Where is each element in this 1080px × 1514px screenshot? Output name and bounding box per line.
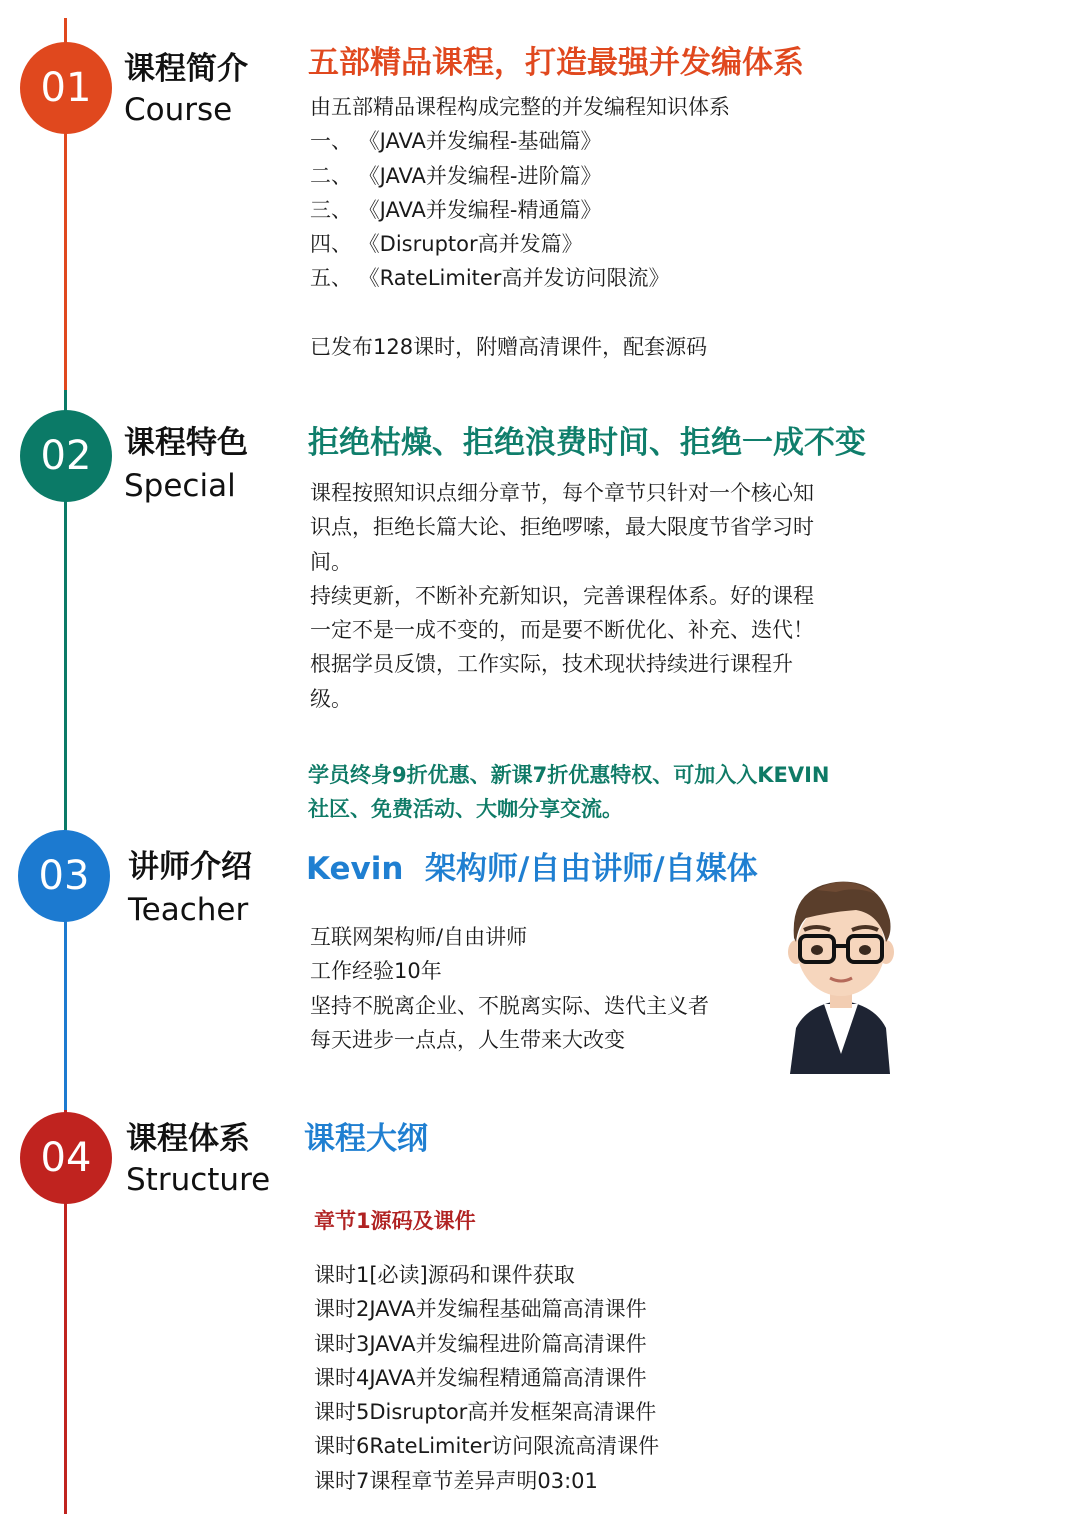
section-1-body — [310, 90, 730, 364]
body-line: 间。 — [310, 549, 352, 574]
section-1-number-badge: 01 — [20, 42, 112, 134]
lesson-item: 课时6RateLimiter访问限流高清课件 — [314, 1434, 660, 1459]
body-line: 一、 《JAVA并发编程-基础篇》 — [310, 129, 602, 154]
body-line: 级。 — [310, 686, 352, 711]
section-1-heading: 五部精品课程，打造最强并发编体系 — [308, 45, 804, 81]
section-1-title-en: Course — [124, 92, 233, 128]
section-2-title-en: Special — [124, 468, 236, 504]
section-2-title-cn: 课程特色 — [124, 425, 248, 461]
body-line: 已发布128课时，附赠高清课件，配套源码 — [310, 334, 708, 359]
body-line — [310, 296, 730, 330]
body-line: 课程按照知识点细分章节，每个章节只针对一个核心知 — [310, 481, 814, 505]
body-line: 持续更新，不断补充新知识，完善课程体系。好的课程 — [310, 583, 814, 608]
body-line: 根据学员反馈，工作实际，技术现状持续进行课程升 — [310, 652, 793, 677]
section-2-heading: 拒绝枯燥、拒绝浪费时间、拒绝一成不变 — [308, 425, 866, 461]
section-2-benefits-note — [308, 758, 829, 827]
section-2-body — [310, 476, 814, 716]
section-3-title-en: Teacher — [128, 892, 249, 928]
body-line: 二、 《JAVA并发编程-进阶篇》 — [310, 163, 602, 188]
lesson-item: 课时1[必读]源码和课件获取 — [314, 1263, 575, 1287]
section-3-heading: Kevin 架构师/自由讲师/自媒体 — [306, 851, 758, 887]
section-4-title-en: Structure — [126, 1162, 271, 1198]
lesson-item: 课时4JAVA并发编程精通篇高清课件 — [314, 1365, 647, 1390]
section-4-chapter-title: 章节1源码及课件 — [314, 1209, 476, 1233]
section-4-title-cn: 课程体系 — [126, 1121, 250, 1157]
body-line: 坚持不脱离企业、不脱离实际、迭代主义者 — [310, 993, 709, 1018]
body-line: 工作经验10年 — [310, 959, 442, 984]
note-line: 社区、免费活动、大咖分享交流。 — [308, 797, 623, 822]
section-3-body — [310, 920, 709, 1057]
section-3-title-cn: 讲师介绍 — [128, 849, 252, 885]
lesson-item: 课时3JAVA并发编程进阶篇高清课件 — [314, 1331, 647, 1356]
section-4-heading: 课程大纲 — [304, 1121, 428, 1157]
body-line: 由五部精品课程构成完整的并发编程知识体系 — [310, 95, 730, 119]
body-line: 四、 《Disruptor高并发篇》 — [310, 232, 583, 257]
section-4-lesson-list — [314, 1258, 659, 1498]
section-3-number-badge: 03 — [18, 830, 110, 922]
lesson-item: 课时7课程章节差异声明03:01 — [314, 1468, 598, 1493]
body-line: 三、 《JAVA并发编程-精通篇》 — [310, 197, 602, 222]
section-2-number-badge: 02 — [20, 410, 112, 502]
body-line: 互联网架构师/自由讲师 — [310, 925, 528, 949]
body-line: 五、 《RateLimiter高并发访问限流》 — [310, 266, 670, 291]
body-line: 每天进步一点点，人生带来大改变 — [310, 1027, 625, 1052]
lesson-item: 课时2JAVA并发编程基础篇高清课件 — [314, 1297, 647, 1322]
teacher-avatar — [776, 868, 906, 1074]
section-1-title-cn: 课程简介 — [124, 51, 248, 87]
body-line: 一定不是一成不变的，而是要不断优化、补充、迭代！ — [310, 618, 814, 643]
body-line: 识点，拒绝长篇大论、拒绝啰嗦，最大限度节省学习时 — [310, 515, 814, 540]
lesson-item: 课时5Disruptor高并发框架高清课件 — [314, 1400, 657, 1425]
note-line: 学员终身9折优惠、新课7折优惠特权、可加入入KEVIN — [308, 763, 830, 787]
section-4-number-badge: 04 — [20, 1112, 112, 1204]
